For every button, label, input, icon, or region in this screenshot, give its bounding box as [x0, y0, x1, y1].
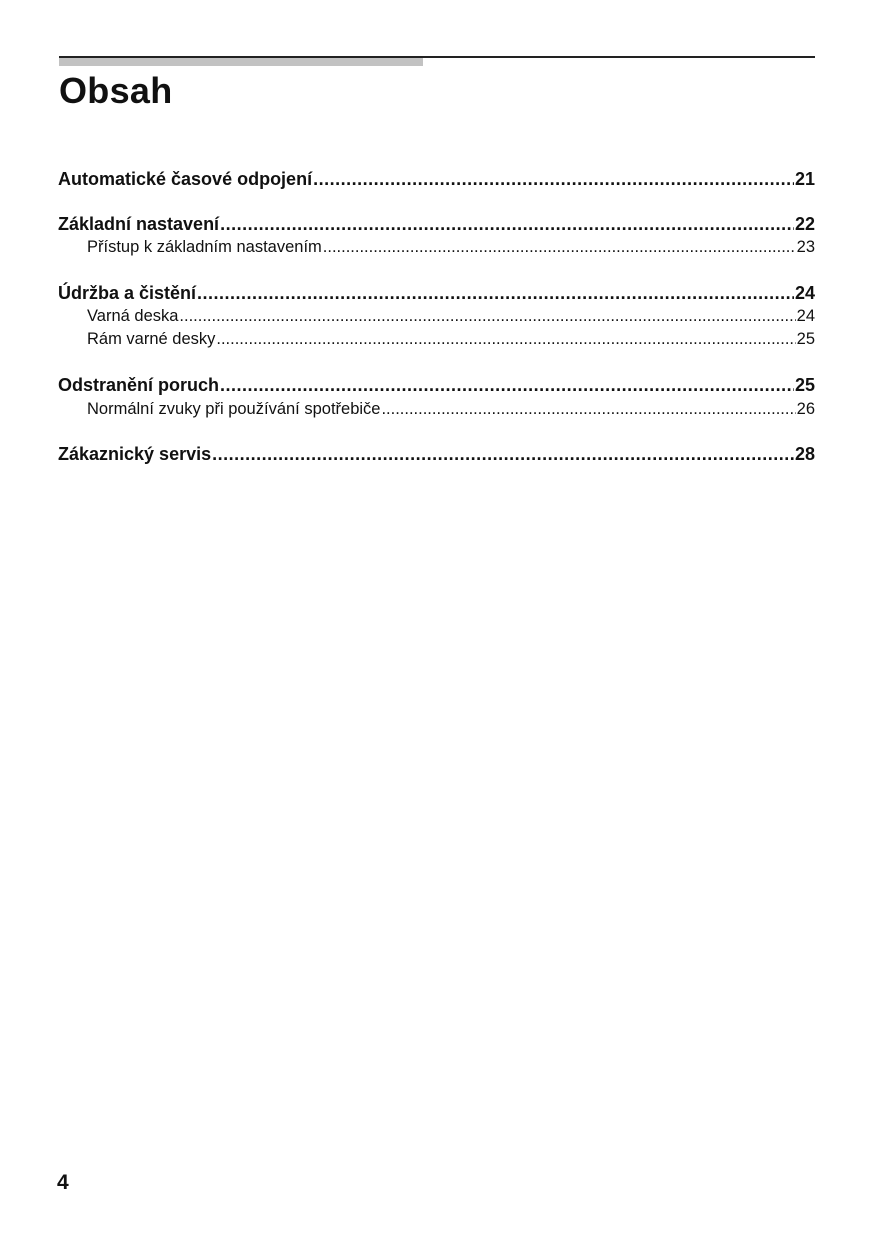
toc-entry-page: 23	[796, 238, 815, 256]
toc-entry-zakaznicky-servis[interactable]	[58, 444, 815, 466]
toc-entry-odstraneni-poruch[interactable]	[58, 375, 815, 397]
toc-entry-label: Normální zvuky při používání spotřebiče	[87, 400, 381, 418]
toc-entry-page: 26	[796, 400, 815, 418]
toc-leader-dots	[220, 375, 794, 396]
toc-entry-page: 22	[794, 214, 815, 234]
toc-entry-label: Automatické časové odpojení	[58, 169, 313, 189]
toc-leader-dots	[313, 169, 794, 190]
toc-leader-dots	[212, 444, 794, 465]
toc-entry-page: 21	[794, 169, 815, 189]
toc-entry-pristup-k-zakladnim-nastavenim[interactable]	[58, 238, 815, 258]
toc-entry-page: 24	[794, 283, 815, 303]
toc-entry-normalni-zvuky[interactable]	[58, 400, 815, 420]
toc-entry-page: 28	[794, 444, 815, 464]
toc-entry-label: Rám varné desky	[87, 330, 216, 348]
toc-entry-label: Odstranění poruch	[58, 375, 220, 395]
toc-leader-dots	[179, 307, 795, 326]
toc-entry-page: 25	[796, 330, 815, 348]
header-accent-bar	[59, 58, 423, 66]
toc-entry-label: Varná deska	[87, 307, 179, 325]
toc-entry-ram-varne-desky[interactable]	[58, 330, 815, 350]
toc-leader-dots	[216, 330, 795, 349]
toc-leader-dots	[220, 214, 794, 235]
toc-leader-dots	[197, 283, 794, 304]
toc-entry-zakladni-nastaveni[interactable]	[58, 214, 815, 236]
page-title: Obsah	[59, 70, 173, 111]
toc-entry-page: 24	[796, 307, 815, 325]
toc-entry-label: Údržba a čistění	[58, 283, 197, 303]
toc-entry-varna-deska[interactable]	[58, 307, 815, 327]
toc-entry-automaticke-casove-odpojeni[interactable]	[58, 169, 815, 191]
toc-entry-page: 25	[794, 375, 815, 395]
toc-entry-label: Přístup k základním nastavením	[87, 238, 322, 256]
page-number: 4	[57, 1171, 69, 1194]
toc-leader-dots	[323, 238, 796, 257]
toc-entry-udrzba-a-cisteni[interactable]	[58, 283, 815, 305]
toc-entry-label: Zákaznický servis	[58, 444, 212, 464]
toc-entry-label: Základní nastavení	[58, 214, 220, 234]
toc-leader-dots	[381, 400, 795, 419]
